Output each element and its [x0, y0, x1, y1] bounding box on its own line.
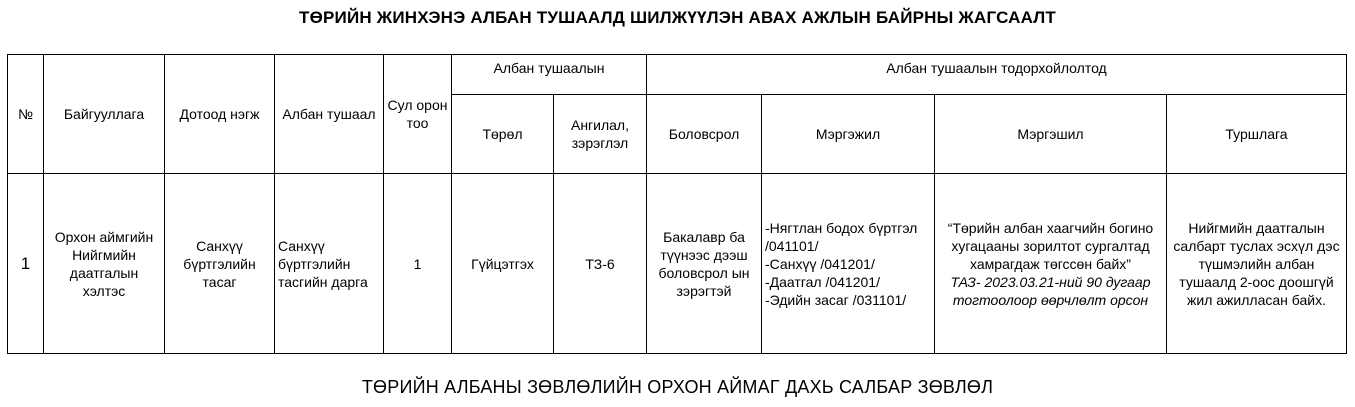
cell-skills [935, 174, 1167, 354]
header-spec-group: Албан тушаалын тодорхойлолтод [647, 55, 1347, 95]
skills-amendment-note: ТАЗ- 2023.03.21-ний 90 дугаар тогтоолоор өөрчлөлт орсон [950, 273, 1151, 308]
cell-education: Бакалавр ба түүнээс дээш боловсрол ын зэрэгтэй [647, 174, 762, 354]
header-organization: Байгууллага [44, 55, 165, 174]
table-row [8, 174, 1347, 354]
cell-experience: Нийгмийн даатгалын салбарт туслах эсхүл дэс түшмэлийн албан тушаалд 2-оос доошгүй жил ажилласан байх. [1167, 174, 1347, 354]
cell-organization: Орхон аймгийн Нийгмийн даатгалын хэлтэс [44, 174, 165, 354]
cell-no: 1 [8, 174, 44, 354]
header-position: Албан тушаал [275, 55, 384, 174]
profession-item: -Санхүү /041201/ [765, 255, 875, 272]
header-row-1 [8, 55, 1347, 95]
header-type: Төрөл [452, 95, 554, 174]
header-education: Боловсрол [647, 95, 762, 174]
header-experience: Туршлага [1167, 95, 1347, 174]
cell-profession [762, 174, 935, 354]
header-skills: Мэргэшил [935, 95, 1167, 174]
cell-position: Санхүү бүртгэлийн тасгийн дарга [275, 174, 384, 354]
profession-item: -Нягтлан бодох бүртгэл /041101/ [765, 219, 918, 254]
profession-item: -Эдийн засаг /031101/ [765, 291, 907, 308]
header-no: № [8, 55, 44, 174]
cell-unit: Санхүү бүртгэлийн тасаг [165, 174, 275, 354]
profession-item: -Даатгал /041201/ [765, 273, 880, 290]
header-vacancies: Сул орон тоо [384, 55, 452, 174]
header-unit: Дотоод нэгж [165, 55, 275, 174]
header-profession: Мэргэжил [762, 95, 935, 174]
document-title: ТӨРИЙН ЖИНХЭНЭ АЛБАН ТУШААЛД ШИЛЖҮҮЛЭН АВАХ АЖЛЫН БАЙРНЫ ЖАГСААЛТ [299, 8, 1056, 27]
vacancy-table [7, 54, 1347, 354]
cell-category: ТЗ-6 [554, 174, 647, 354]
cell-type: Гүйцэтгэх [452, 174, 554, 354]
document-footer: ТӨРИЙН АЛБАНЫ ЗӨВЛӨЛИЙН ОРХОН АЙМАГ ДАХЬ САЛБАР ЗӨВЛӨЛ [361, 377, 994, 397]
cell-vacancies: 1 [384, 174, 452, 354]
skills-requirement: “Төрийн албан хаагчийн богино хугацааны зорилтот сургалтад хамрагдаж төгссөн байх” [947, 219, 1154, 272]
header-category: Ангилал, зэрэглэл [554, 95, 647, 174]
header-position-group: Албан тушаалын [452, 55, 647, 95]
